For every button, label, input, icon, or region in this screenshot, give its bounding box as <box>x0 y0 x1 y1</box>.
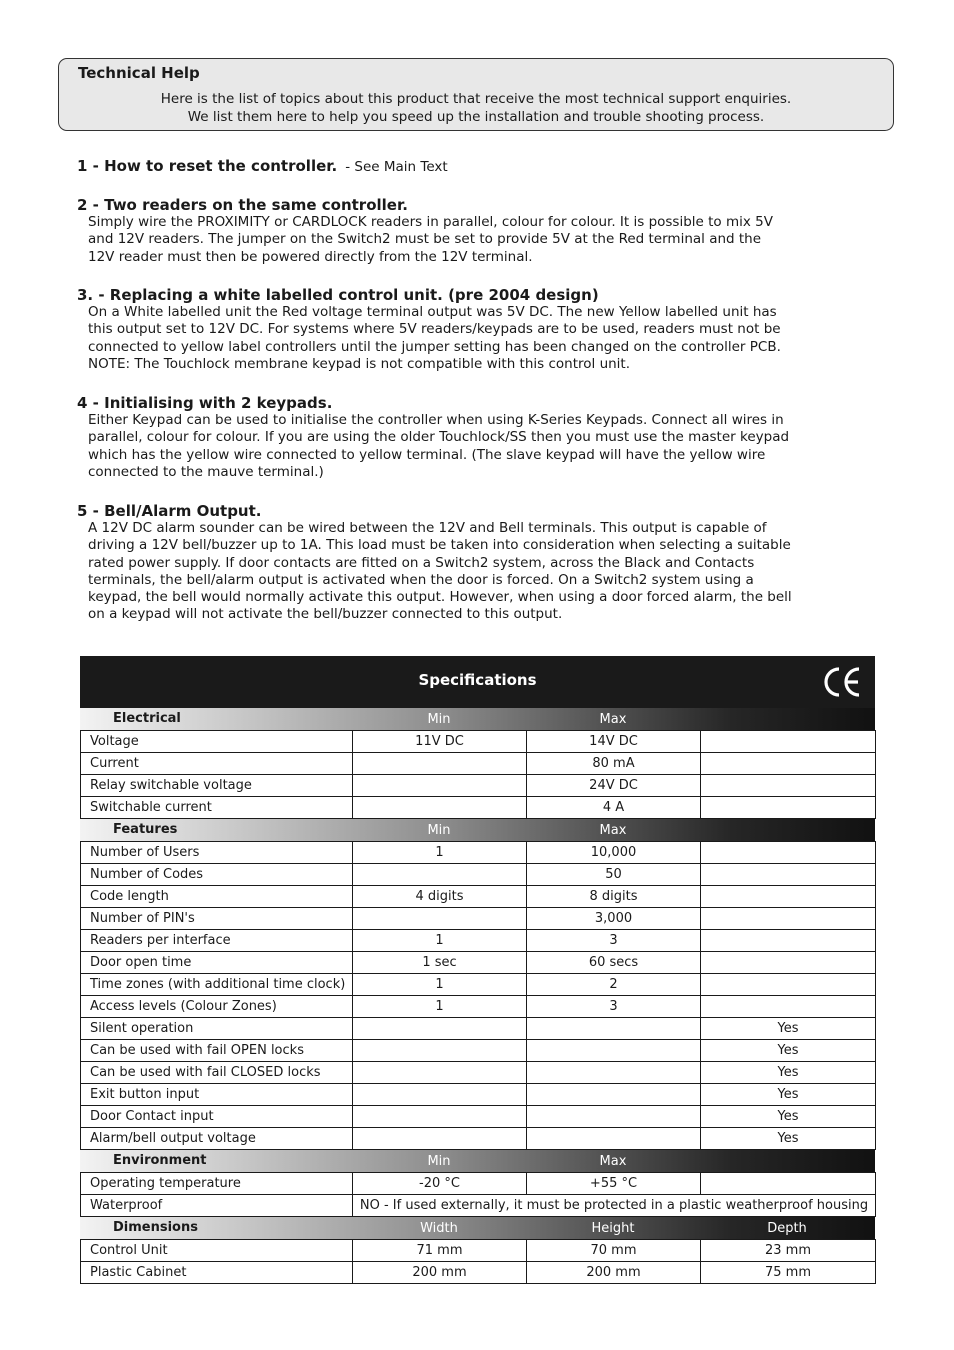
specifications-title: Specifications <box>418 671 537 689</box>
spec-value <box>527 1084 701 1106</box>
spec-label: Relay switchable voltage <box>81 775 353 797</box>
body-line: terminals, the bell/alarm output is activated when the door is forced. On a Switch2 system using a <box>88 571 754 588</box>
spec-value: 80 mA <box>527 753 701 775</box>
spec-value <box>353 1040 527 1062</box>
spec-value: 3 <box>527 930 701 952</box>
column-header: Height <box>591 1221 635 1236</box>
specifications-header <box>80 656 875 708</box>
spec-value <box>527 1106 701 1128</box>
column-header: Min <box>427 823 451 838</box>
spec-value <box>527 1018 701 1040</box>
spec-row <box>81 996 876 1018</box>
spec-value: 11V DC <box>353 731 527 753</box>
spec-value: Yes <box>701 1018 876 1040</box>
spec-value: 3 <box>527 996 701 1018</box>
topic-heading: 1 - How to reset the controller. - See Main Text <box>77 157 448 175</box>
spec-row <box>81 1128 876 1150</box>
spec-label: Number of PIN's <box>81 908 353 930</box>
spec-value: 4 digits <box>353 886 527 908</box>
column-header: Max <box>599 712 627 727</box>
help-topic-4 <box>77 394 867 481</box>
spec-row <box>81 930 876 952</box>
body-line: on a keypad will not activate the bell/buzzer connected to this output. <box>88 606 563 623</box>
body-line: connected to yellow label controllers until the jumper setting has been changed on the controller PCB. <box>88 338 781 355</box>
spec-label: Access levels (Colour Zones) <box>81 996 353 1018</box>
spec-value: 50 <box>527 864 701 886</box>
spec-row <box>81 974 876 996</box>
spec-value <box>353 1084 527 1106</box>
topic-body <box>88 304 867 373</box>
spec-label: Operating temperature <box>81 1173 353 1195</box>
column-header: Max <box>599 1154 627 1169</box>
spec-label: Voltage <box>81 731 353 753</box>
category-label: Environment <box>113 1153 207 1168</box>
spec-value: 3,000 <box>527 908 701 930</box>
spec-value <box>527 1040 701 1062</box>
spec-row <box>81 1062 876 1084</box>
spec-row <box>81 1173 876 1195</box>
spec-value <box>701 1173 876 1195</box>
spec-label: Can be used with fail CLOSED locks <box>81 1062 353 1084</box>
spec-category-features <box>80 819 875 841</box>
category-label: Electrical <box>113 711 181 726</box>
spec-value: NO - If used externally, it must be protected in a plastic weatherproof housing <box>353 1195 876 1217</box>
spec-label: Readers per interface <box>81 930 353 952</box>
spec-value <box>353 1062 527 1084</box>
spec-row <box>81 1106 876 1128</box>
spec-value: 1 <box>353 996 527 1018</box>
topic-heading: 4 - Initialising with 2 keypads. <box>77 394 333 412</box>
spec-value <box>527 1062 701 1084</box>
spec-label: Code length <box>81 886 353 908</box>
spec-row <box>81 1195 876 1217</box>
column-header: Max <box>599 823 627 838</box>
spec-value: 4 A <box>527 797 701 819</box>
column-header: Min <box>427 1154 451 1169</box>
spec-row <box>81 908 876 930</box>
technical-help-box <box>58 58 894 131</box>
spec-row <box>81 1018 876 1040</box>
spec-value: Yes <box>701 1128 876 1150</box>
body-line: Simply wire the PROXIMITY or CARDLOCK readers in parallel, colour for colour. It is possible to mix 5V <box>88 214 773 230</box>
help-topic-1 <box>77 157 867 176</box>
ce-mark-icon <box>821 665 863 699</box>
spec-value: 14V DC <box>527 731 701 753</box>
spec-value: 23 mm <box>701 1240 876 1262</box>
topic-heading: 5 - Bell/Alarm Output. <box>77 502 262 520</box>
column-header: Width <box>420 1221 458 1236</box>
body-line: NOTE: The Touchlock membrane keypad is not compatible with this control unit. <box>88 355 631 372</box>
spec-value <box>353 908 527 930</box>
spec-row <box>81 1262 876 1284</box>
spec-table-electrical <box>80 730 876 819</box>
spec-value <box>701 753 876 775</box>
spec-value <box>353 797 527 819</box>
spec-row <box>81 952 876 974</box>
spec-value <box>701 886 876 908</box>
spec-row <box>81 1084 876 1106</box>
spec-label: Waterproof <box>81 1195 353 1217</box>
topic-heading: 2 - Two readers on the same controller. <box>77 196 408 214</box>
body-line: this output set to 12V DC. For systems where 5V readers/keypads are to be used, readers must not be <box>88 321 781 338</box>
spec-value <box>701 974 876 996</box>
spec-value <box>701 908 876 930</box>
column-header: Depth <box>767 1221 807 1236</box>
spec-value: 70 mm <box>527 1240 701 1262</box>
spec-label: Exit button input <box>81 1084 353 1106</box>
spec-row <box>81 797 876 819</box>
topic-body <box>88 412 867 481</box>
spec-row <box>81 864 876 886</box>
spec-label: Can be used with fail OPEN locks <box>81 1040 353 1062</box>
spec-value <box>701 996 876 1018</box>
spec-value: 75 mm <box>701 1262 876 1284</box>
spec-value <box>701 864 876 886</box>
spec-value <box>701 930 876 952</box>
body-line: and 12V readers. The jumper on the Switch2 must be set to provide 5V at the Red terminal and the <box>88 231 762 248</box>
spec-value <box>701 952 876 974</box>
body-line: which has the yellow wire connected to yellow terminal. (The slave keypad will have the yellow wire <box>88 446 766 463</box>
category-label: Features <box>113 822 178 837</box>
spec-value: Yes <box>701 1040 876 1062</box>
spec-value: Yes <box>701 1106 876 1128</box>
spec-label: Current <box>81 753 353 775</box>
spec-value <box>353 1018 527 1040</box>
body-line: On a White labelled unit the Red voltage terminal output was 5V DC. The new Yellow labelled unit has <box>88 304 777 320</box>
spec-value: Yes <box>701 1062 876 1084</box>
spec-value <box>353 1128 527 1150</box>
spec-label: Switchable current <box>81 797 353 819</box>
spec-category-environment <box>80 1150 875 1172</box>
spec-value <box>701 731 876 753</box>
spec-label: Silent operation <box>81 1018 353 1040</box>
spec-row <box>81 753 876 775</box>
help-topic-5 <box>77 502 867 624</box>
spec-value <box>353 753 527 775</box>
specifications-table <box>80 656 875 1284</box>
body-line: rated power supply. If door contacts are fitted on a Switch2 system, across the Black and Contacts <box>88 554 755 571</box>
body-line: parallel, colour for colour. If you are using the older Touchlock/SS then you must use the master keypad <box>88 429 790 446</box>
spec-value: 1 sec <box>353 952 527 974</box>
body-line: connected to the mauve terminal.) <box>88 463 324 480</box>
spec-category-electrical <box>80 708 875 730</box>
spec-category-dimensions <box>80 1217 875 1239</box>
body-line: keypad, the bell would normally activate this output. However, when using a door forced alarm, the bell <box>88 589 792 606</box>
spec-label: Door Contact input <box>81 1106 353 1128</box>
topic-body <box>88 520 867 624</box>
spec-row <box>81 886 876 908</box>
spec-table-dimensions <box>80 1239 876 1284</box>
spec-value: 71 mm <box>353 1240 527 1262</box>
help-topic-3 <box>77 286 867 373</box>
column-header: Min <box>427 712 451 727</box>
spec-value <box>353 864 527 886</box>
spec-value: 10,000 <box>527 842 701 864</box>
spec-value <box>701 797 876 819</box>
spec-table-features <box>80 841 876 1150</box>
spec-value: 200 mm <box>353 1262 527 1284</box>
spec-label: Time zones (with additional time clock) <box>81 974 353 996</box>
spec-label: Number of Codes <box>81 864 353 886</box>
spec-label: Plastic Cabinet <box>81 1262 353 1284</box>
technical-help-intro-line-1: Here is the list of topics about this product that receive the most technical support enquiries. <box>160 91 792 107</box>
spec-value <box>527 1128 701 1150</box>
spec-value: 24V DC <box>527 775 701 797</box>
spec-row <box>81 1040 876 1062</box>
spec-table-environment <box>80 1172 876 1217</box>
spec-label: Control Unit <box>81 1240 353 1262</box>
spec-row <box>81 731 876 753</box>
spec-groups <box>80 708 875 1284</box>
spec-label: Alarm/bell output voltage <box>81 1128 353 1150</box>
body-line: 12V reader must then be powered directly from the 12V terminal. <box>88 248 533 265</box>
technical-help-intro-line-2: We list them here to help you speed up the installation and trouble shooting process. <box>187 109 765 125</box>
spec-value: +55 °C <box>527 1173 701 1195</box>
body-line: A 12V DC alarm sounder can be wired between the 12V and Bell terminals. This output is capable of <box>88 520 767 536</box>
body-line: driving a 12V bell/buzzer up to 1A. This load must be taken into consideration when selecting a suitable <box>88 537 791 554</box>
topic-heading: 3. - Replacing a white labelled control unit. (pre 2004 design) <box>77 286 599 304</box>
spec-value <box>701 775 876 797</box>
topic-note: - See Main Text <box>345 159 448 175</box>
spec-value: 8 digits <box>527 886 701 908</box>
spec-value: 1 <box>353 974 527 996</box>
technical-help-title: Technical Help <box>78 64 200 82</box>
spec-row <box>81 842 876 864</box>
spec-value: 1 <box>353 842 527 864</box>
topic-body <box>88 214 867 266</box>
spec-value: -20 °C <box>353 1173 527 1195</box>
spec-row <box>81 1240 876 1262</box>
spec-value <box>701 842 876 864</box>
spec-value: 60 secs <box>527 952 701 974</box>
spec-row <box>81 775 876 797</box>
spec-label: Number of Users <box>81 842 353 864</box>
spec-value: 2 <box>527 974 701 996</box>
category-label: Dimensions <box>113 1220 198 1235</box>
spec-label: Door open time <box>81 952 353 974</box>
spec-value: 1 <box>353 930 527 952</box>
spec-value: Yes <box>701 1084 876 1106</box>
spec-value <box>353 1106 527 1128</box>
spec-value: 200 mm <box>527 1262 701 1284</box>
help-topic-2 <box>77 196 867 266</box>
body-line: Either Keypad can be used to initialise the controller when using K-Series Keypads. Connect all wires in <box>88 412 784 428</box>
spec-value <box>353 775 527 797</box>
